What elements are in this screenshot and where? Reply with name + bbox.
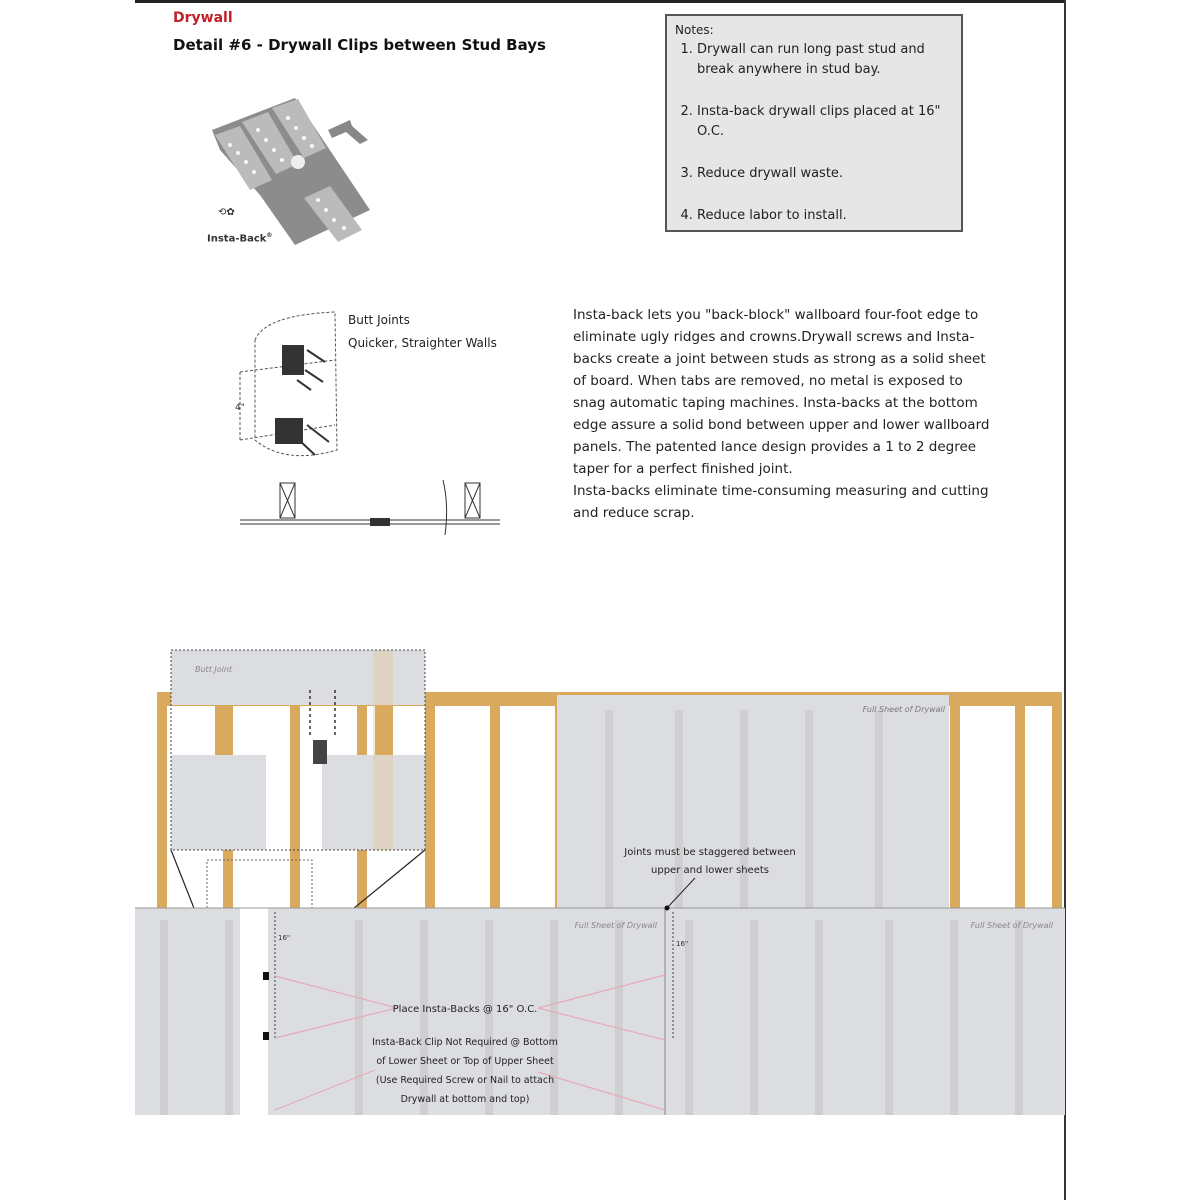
not-required-note-1: Insta-Back Clip Not Required @ Bottom <box>372 1037 558 1048</box>
label-full-sheet-lower-right: Full Sheet of Drywall <box>970 921 1053 930</box>
sketch-label-butt-joints: Butt Joints <box>348 313 410 327</box>
note-item: 1. Drywall can run long past stud and break anywhere in stud bay. <box>697 40 953 80</box>
insta-back-logo: Insta-Back® <box>207 232 273 245</box>
notes-box <box>665 14 963 232</box>
section-label: Drywall <box>173 10 233 26</box>
dim-label-left: 16" <box>278 934 291 942</box>
not-required-note-3: (Use Required Screw or Nail to attach <box>375 1075 555 1086</box>
description-text <box>573 304 993 524</box>
note-item: 3. Reduce drywall waste. <box>697 164 953 184</box>
detail-title: Detail #6 - Drywall Clips between Stud Bays <box>173 36 546 54</box>
label-full-sheet-upper: Full Sheet of Drywall <box>862 705 945 714</box>
wall-framing-diagram <box>135 640 1065 1120</box>
label-full-sheet-lower-left: Full Sheet of Drywall <box>574 921 657 930</box>
note-item: 4. Reduce labor to install. <box>697 206 953 226</box>
sketch-dim: 4" <box>235 403 245 413</box>
svg-text:⟲✿: ⟲✿ <box>218 207 235 218</box>
stagger-note-2: upper and lower sheets <box>651 865 769 876</box>
place-note: Place Insta-Backs @ 16" O.C. <box>392 1004 538 1015</box>
label-butt-joint: Butt Joint <box>195 665 233 674</box>
description-paragraph-2: Insta-backs eliminate time-consuming measuring and cutting and reduce scrap. <box>573 483 989 521</box>
description-paragraph-1: Insta-back lets you "back-block" wallboard four-foot edge to eliminate ugly ridges and crowns.Drywall screws and Insta-backs create a joint between studs as strong as a solid sheet of board. When tabs are removed, no metal is exposed to snag automatic taping machines. Insta-backs at the bottom edge assure a solid bond between upper and lower wallboard panels. The patented lance design provides a 1 to 2 degree taper for a perfect finished joint. <box>573 307 990 477</box>
note-item: 2. Insta-back drywall clips placed at 16" O.C. <box>697 102 953 142</box>
notes-heading: Notes: <box>675 23 714 37</box>
not-required-note-2: of Lower Sheet or Top of Upper Sheet <box>376 1056 554 1067</box>
stagger-note-1: Joints must be staggered between <box>624 847 796 858</box>
sketch-label-quicker: Quicker, Straighter Walls <box>348 336 497 350</box>
top-border <box>135 0 1065 3</box>
notes-list <box>675 40 953 226</box>
not-required-note-4: Drywall at bottom and top) <box>400 1094 530 1105</box>
dim-label-right: 16" <box>676 940 689 948</box>
